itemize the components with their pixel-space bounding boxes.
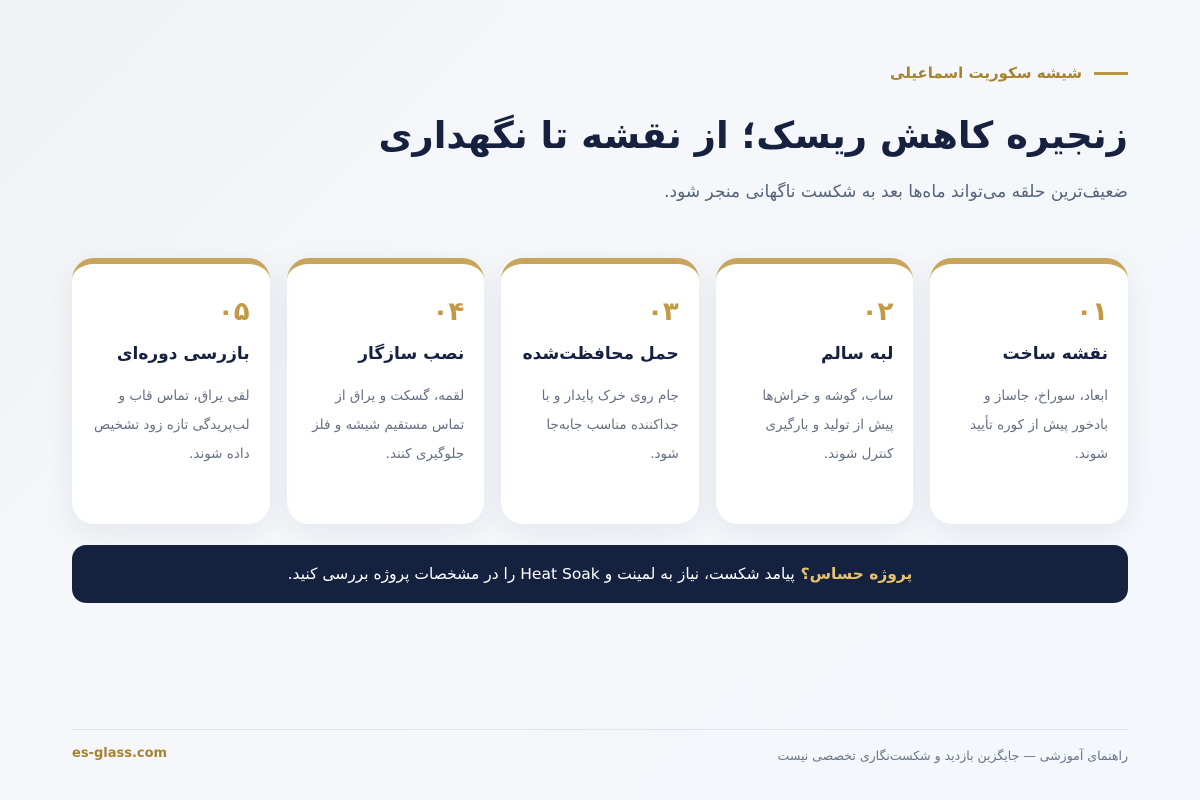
- brand-accent-line: [1094, 72, 1128, 75]
- step-title: نصب سازگار: [358, 344, 465, 364]
- footer-disclaimer: راهنمای آموزشی — جایگزین بازدید و شکست‌نگاری تخصصی نیست: [777, 748, 1128, 763]
- footer-divider: [72, 729, 1128, 730]
- step-number: ۰۴: [432, 297, 465, 327]
- brand-header: [890, 64, 1128, 82]
- step-description: ساب، گوشه و خراش‌ها پیش از تولید و بارگیری کنترل شوند.: [762, 388, 894, 462]
- steps-row: [72, 258, 1128, 526]
- banner-text: پیامد شکست، نیاز به لمینت و Heat Soak را در مشخصات پروژه بررسی کنید.: [287, 565, 795, 583]
- step-card-3: [501, 258, 699, 524]
- step-title: لبه سالم: [821, 344, 894, 364]
- step-title: نقشه ساخت: [1002, 344, 1108, 364]
- step-title: بازرسی دوره‌ای: [116, 344, 250, 364]
- step-number: ۰۲: [861, 297, 894, 327]
- step-description: لقمه، گسکت و یراق از تماس مستقیم شیشه و فلز جلوگیری کنند.: [312, 388, 465, 462]
- callout-banner: [72, 545, 1128, 603]
- step-description: لقی یراق، تماس قاب و لب‌پریدگی تازه زود تشخیص داده شوند.: [94, 388, 250, 462]
- step-card-2: [716, 258, 914, 524]
- step-number: ۰۳: [647, 297, 679, 327]
- brand-name: شیشه سکوریت اسماعیلی: [890, 64, 1082, 82]
- step-card-4: [287, 258, 485, 524]
- footer-website-link[interactable]: es-glass.com: [72, 746, 168, 761]
- step-card-1: [930, 258, 1128, 524]
- step-title: حمل محافظت‌شده: [522, 344, 679, 364]
- step-description: ابعاد، سوراخ، جاساز و بادخور پیش از کوره تأیید شوند.: [970, 388, 1108, 462]
- banner-highlight: پروژه حساس؟: [800, 565, 913, 583]
- step-number: ۰۵: [217, 297, 250, 327]
- step-description: جام روی خرک پایدار و با جداکننده مناسب جابه‌جا شود.: [541, 388, 679, 462]
- page-subtitle: ضعیف‌ترین حلقه می‌تواند ماه‌ها بعد به شکست ناگهانی منجر شود.: [664, 182, 1128, 202]
- step-number: ۰۱: [1076, 297, 1108, 327]
- step-card-5: [72, 258, 270, 524]
- page-title: زنجیره کاهش ریسک؛ از نقشه تا نگهداری: [378, 114, 1128, 157]
